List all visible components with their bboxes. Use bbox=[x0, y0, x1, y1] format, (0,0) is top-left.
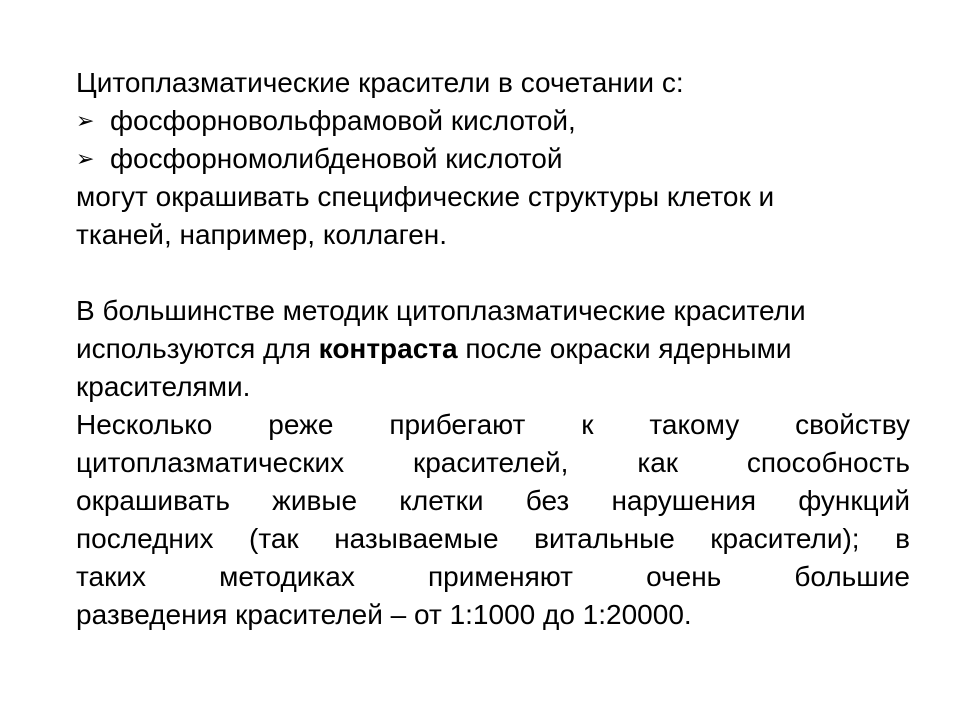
word: нарушения bbox=[611, 485, 757, 516]
paragraph3-line bbox=[76, 444, 910, 482]
bullet-item-2 bbox=[76, 140, 910, 178]
word: Несколько bbox=[76, 409, 213, 440]
word: (так bbox=[249, 523, 299, 554]
word: клетки bbox=[399, 485, 484, 516]
intro-line: Цитоплазматические красители в сочетании с: bbox=[76, 67, 684, 98]
word: способность bbox=[746, 447, 910, 478]
word: витальные bbox=[534, 523, 675, 554]
word: к bbox=[581, 409, 594, 440]
bullet-text-1: фосфорновольфрамовой кислотой, bbox=[110, 105, 576, 136]
paragraph3-line bbox=[76, 558, 910, 596]
word: прибегают bbox=[389, 409, 526, 440]
word: живые bbox=[272, 485, 358, 516]
word: очень bbox=[646, 561, 722, 592]
bullet-text-2: фосфорномолибденовой кислотой bbox=[110, 143, 563, 174]
word: большие bbox=[794, 561, 910, 592]
word: такому bbox=[649, 409, 740, 440]
word: без bbox=[525, 485, 570, 516]
word: называемые bbox=[334, 523, 499, 554]
word: последних bbox=[76, 523, 214, 554]
word: красители); bbox=[710, 523, 860, 554]
paragraph2-line3: красителями. bbox=[76, 371, 251, 402]
word: окрашивать bbox=[76, 485, 230, 516]
paragraph3-last-line: разведения красителей – от 1:1000 до 1:20000. bbox=[76, 599, 692, 630]
paragraph2-line2 bbox=[76, 330, 910, 368]
paragraph1-line2: тканей, например, коллаген. bbox=[76, 219, 448, 250]
arrow-bullet-icon: ➢ bbox=[76, 146, 95, 171]
paragraph2-line1: В большинстве методик цитоплазматические красители bbox=[76, 295, 806, 326]
word: в bbox=[895, 523, 910, 554]
word: цитоплазматических bbox=[76, 447, 345, 478]
paragraph3 bbox=[76, 406, 910, 596]
word: методиках bbox=[219, 561, 355, 592]
paragraph2-line2-start: используются для bbox=[76, 333, 319, 364]
paragraph2-line2-end: после окраски ядерными bbox=[457, 333, 792, 364]
slide-text bbox=[76, 64, 910, 634]
word: реже bbox=[268, 409, 334, 440]
paragraph3-line bbox=[76, 406, 910, 444]
word: функций bbox=[798, 485, 910, 516]
word: как bbox=[637, 447, 679, 478]
word: применяют bbox=[427, 561, 573, 592]
paragraph3-line bbox=[76, 520, 910, 558]
arrow-bullet-icon: ➢ bbox=[76, 108, 95, 133]
paragraph-gap bbox=[76, 254, 910, 292]
word: таких bbox=[76, 561, 146, 592]
word: красителей, bbox=[412, 447, 569, 478]
contrast-bold-word: контраста bbox=[318, 333, 458, 364]
paragraph1-line1: могут окрашивать специфические структуры клеток и bbox=[76, 181, 775, 212]
paragraph3-line bbox=[76, 482, 910, 520]
bullet-item-1 bbox=[76, 102, 910, 140]
word: свойству bbox=[795, 409, 910, 440]
